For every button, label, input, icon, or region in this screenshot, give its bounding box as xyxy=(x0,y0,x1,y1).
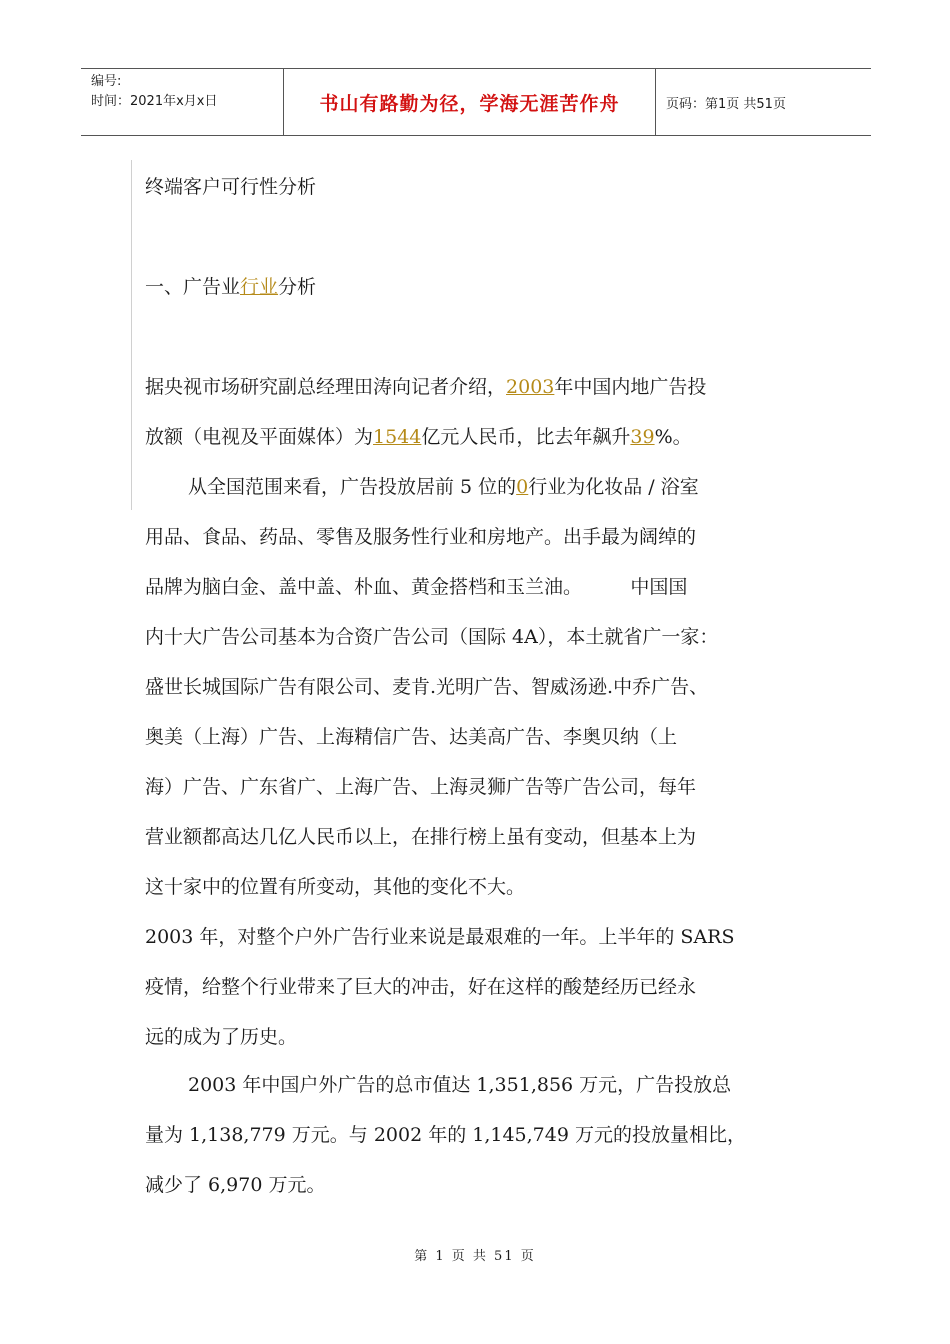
document-title: 终端客户可行性分析 xyxy=(145,176,317,198)
paragraph-line: 2003 年，对整个户外广告行业来说是最艰难的一年。上半年的 SARS xyxy=(145,926,735,948)
section-heading-prefix: 一、广告业 xyxy=(145,276,241,298)
paragraph-line xyxy=(145,362,825,412)
text-run: 年中国内地广告投 xyxy=(554,376,707,398)
paragraph-line: 营业额都高达几亿人民币以上，在排行榜上虽有变动，但基本上为 xyxy=(145,826,697,848)
document-header xyxy=(81,68,871,136)
paragraph-2 xyxy=(145,462,825,912)
time-label: 时间：2021年x月x日 xyxy=(91,94,218,109)
header-meta xyxy=(81,69,283,135)
section-heading-suffix: 分析 xyxy=(278,276,317,298)
paragraph-line: 这十家中的位置有所变动，其他的变化不大。 xyxy=(145,876,526,898)
text-run: 据央视市场研究副总经理田涛向记者介绍， xyxy=(145,376,507,398)
text-run: %。 xyxy=(654,426,692,448)
percent-39-link[interactable]: 39 xyxy=(630,426,655,448)
text-run: 放额（电视及平面媒体）为 xyxy=(145,426,374,448)
text-run: 行业为化妆品 / 浴室 xyxy=(528,476,699,498)
paragraph-3 xyxy=(145,912,825,1062)
paragraph-line: 品牌为脑白金、盖中盖、朴血、黄金搭档和玉兰油。 中国国 xyxy=(145,576,688,598)
paragraph-line: 内十大广告公司基本为合资广告公司（国际 4A），本土就省广一家： xyxy=(145,626,719,648)
paragraph-line xyxy=(145,462,825,512)
text-run: 亿元人民币，比去年飙升 xyxy=(421,426,631,448)
paragraph-line: 疫情，给整个行业带来了巨大的冲击，好在这样的酸楚经历已经永 xyxy=(145,976,697,998)
paragraph-line: 远的成为了历史。 xyxy=(145,1026,298,1048)
header-motto: 书山有路勤为径，学海无涯苦作舟 xyxy=(319,92,620,115)
paragraph-4 xyxy=(145,1060,825,1210)
text-run: 从全国范围来看，广告投放居前 5 位的 xyxy=(188,476,517,498)
zero-link[interactable]: 0 xyxy=(516,476,529,498)
header-motto-cell xyxy=(283,69,656,135)
section-heading xyxy=(145,262,825,312)
document-title-block xyxy=(145,162,825,212)
paragraph-line: 奥美（上海）广告、上海精信广告、达美高广告、李奥贝纳（上 xyxy=(145,726,678,748)
paragraph-line: 2003 年中国户外广告的总市值达 1,351,856 万元，广告投放总 xyxy=(188,1074,732,1096)
paragraph-line: 量为 1,138,779 万元。与 2002 年的 1,145,749 万元的投放量相比， xyxy=(145,1124,746,1146)
amount-1544-link[interactable]: 1544 xyxy=(373,426,422,448)
paragraph-line: 用品、食品、药品、零售及服务性行业和房地产。出手最为阔绰的 xyxy=(145,526,697,548)
paragraph-line: 减少了 6,970 万元。 xyxy=(145,1174,326,1196)
paragraph-line: 海）广告、广东省广、上海广告、上海灵狮广告等广告公司，每年 xyxy=(145,776,697,798)
section-heading-block xyxy=(145,262,825,312)
paragraph-line xyxy=(145,412,825,462)
paragraph-1 xyxy=(145,362,825,462)
year-2003-link[interactable]: 2003 xyxy=(506,376,555,398)
industry-link[interactable]: 行业 xyxy=(240,276,279,298)
header-page-info: 页码：第1页 共51页 xyxy=(666,96,786,112)
number-label: 编号: xyxy=(91,74,122,89)
paragraph-line: 盛世长城国际广告有限公司、麦肯.光明广告、智威汤逊.中乔广告、 xyxy=(145,676,709,698)
margin-rule xyxy=(131,160,132,510)
page-footer: 第 1 页 共 51 页 xyxy=(414,1249,536,1264)
